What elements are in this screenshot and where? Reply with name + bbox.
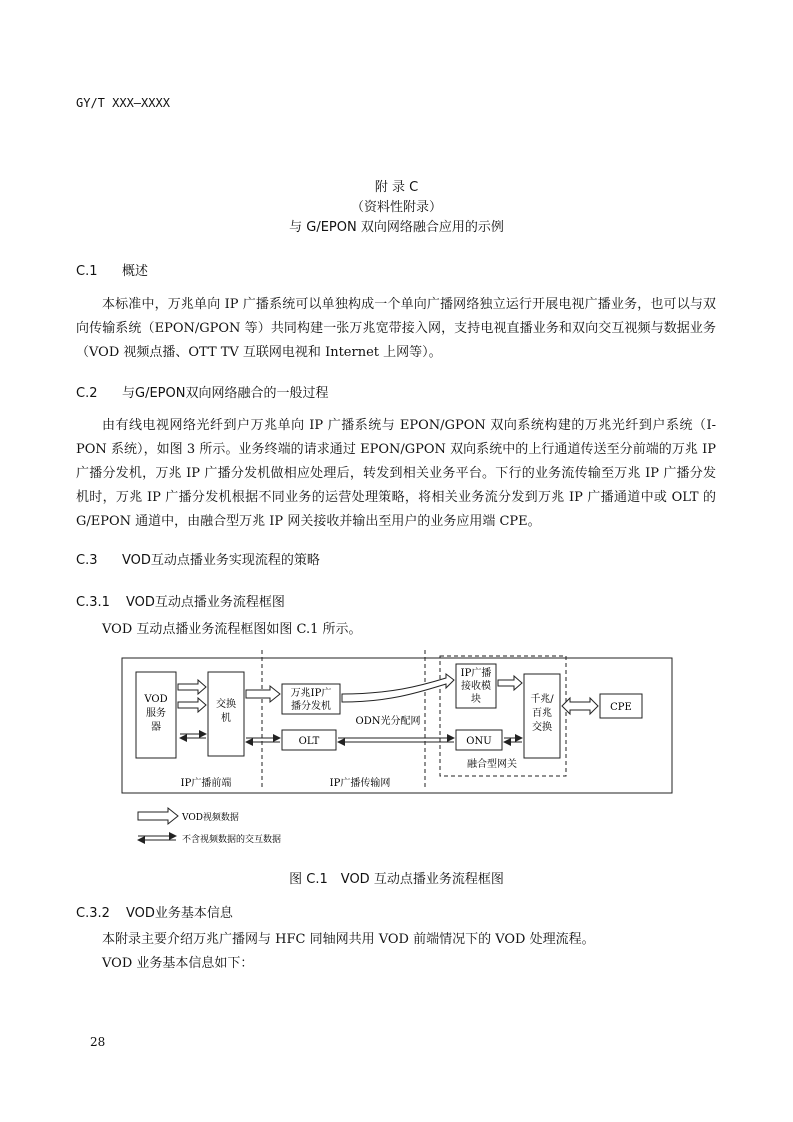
paragraph: VOD 互动点播业务流程框图如图 C.1 所示。 (102, 622, 362, 637)
legend-vod-arrow (138, 808, 178, 824)
vod-server-label-2: 服务 (146, 708, 166, 719)
ip-distributor-label-1: 万兆IP广 (290, 688, 332, 699)
gig-switch-label-1: 千兆/ (530, 694, 554, 705)
vod-data-arrow (178, 698, 206, 712)
switch-label-1: 交换 (216, 699, 236, 710)
ip-receiver-label-1: IP广播 (460, 668, 492, 679)
ip-receiver-label-3: 块 (471, 694, 481, 705)
vod-data-arrow (498, 676, 522, 690)
vod-flow-diagram (120, 650, 680, 860)
vod-server-label-1: VOD (144, 694, 168, 705)
section-title: VOD业务基本信息 (126, 906, 233, 921)
onu-label: ONU (466, 736, 492, 747)
appendix-type: （资料性附录） (350, 200, 442, 215)
appendix-subtitle: 与 G/EPON 双向网络融合应用的示例 (289, 220, 504, 235)
section-number: C.2 (76, 386, 98, 401)
section-number: C.3.2 (76, 906, 110, 921)
switch-label-2: 机 (221, 713, 231, 724)
ip-distributor-label-2: 播分发机 (291, 701, 331, 712)
gateway-label: 融合型网关 (467, 759, 517, 770)
paragraph: 本附录主要介绍万兆广播网与 HFC 同轴网共用 VOD 前端情况下的 VOD 处理流程。 (102, 932, 595, 947)
section-c32-body (76, 928, 716, 976)
cpe-label: CPE (610, 702, 632, 713)
paragraph: VOD 业务基本信息如下： (102, 956, 254, 971)
gig-switch-label-2: 百兆 (532, 708, 552, 719)
paragraph: 本标准中，万兆单向 IP 广播系统可以单独构成一个单向广播网络独立运行开展电视广播业务，也可以与双向传输系统（EPON/GPON 等）共同构建一张万兆宽带接入网，支持电视直播业务和双向交互视频与数据业务（VOD 视频点播、OTT TV 互联网电视和 Internet 上网等）。 (76, 297, 716, 360)
figure-caption: 图 C.1 VOD 互动点播业务流程框图 (289, 872, 504, 887)
paragraph: 由有线电视网络光纤到户万兆单向 IP 广播系统与 EPON/GPON 双向系统构建的万兆光纤到户系统（I-PON 系统），如图 3 所示。业务终端的请求通过 EPON/GPON 双向系统中的上行通道传送至分前端的万兆 IP 广播分发机，万兆 IP 广播分发机做相应处理后，转发到相关业务平台。下行的业务流传输至万兆 IP 广播分发机时，万兆 IP 广播分发机根据不同业务的运营处理策略，将相关业务流分发到万兆 IP 广播通道中或 OLT 的 G/EPON 通道中，由融合型万兆 IP 网关接收并输出至用户的业务应用端 CPE。 (76, 418, 716, 529)
section-number: C.3 (76, 553, 98, 568)
olt-label: OLT (298, 736, 320, 747)
ip-transport-label: IP广播传输网 (329, 778, 391, 789)
section-c3-heading (76, 549, 320, 568)
section-title: 概述 (122, 264, 149, 279)
page-number: 28 (90, 1035, 106, 1049)
section-c2-body (76, 414, 716, 534)
ip-frontend-label: IP广播前端 (180, 778, 232, 789)
vod-data-arrow (178, 680, 206, 694)
document-code: GY/T XXX—XXXX (76, 96, 170, 110)
gig-switch-label-3: 交换 (532, 722, 552, 733)
section-title: 与G/EPON双向网络融合的一般过程 (122, 386, 329, 401)
vod-data-arrow (246, 686, 280, 702)
ip-receiver-label-2: 接收模 (461, 681, 491, 692)
section-c2-heading (76, 382, 328, 401)
section-c31-heading (76, 591, 285, 610)
section-title: VOD互动点播业务实现流程的策略 (122, 553, 320, 568)
vod-data-arrow (342, 674, 454, 702)
section-c32-heading (76, 902, 233, 921)
legend-vod-label: VOD视频数据 (182, 813, 239, 823)
vod-data-arrow (562, 698, 598, 714)
appendix-title: 附 录 C (374, 180, 419, 195)
section-number: C.3.1 (76, 595, 110, 610)
section-c1-heading (76, 260, 148, 279)
section-number: C.1 (76, 264, 98, 279)
odn-label: ODN光分配网 (355, 716, 421, 727)
section-title: VOD互动点播业务流程框图 (126, 595, 285, 610)
legend-interactive-label: 不含视频数据的交互数据 (182, 835, 282, 845)
section-c31-body (76, 618, 716, 642)
vod-server-label-3: 器 (151, 722, 161, 733)
section-c1-body (76, 293, 716, 365)
